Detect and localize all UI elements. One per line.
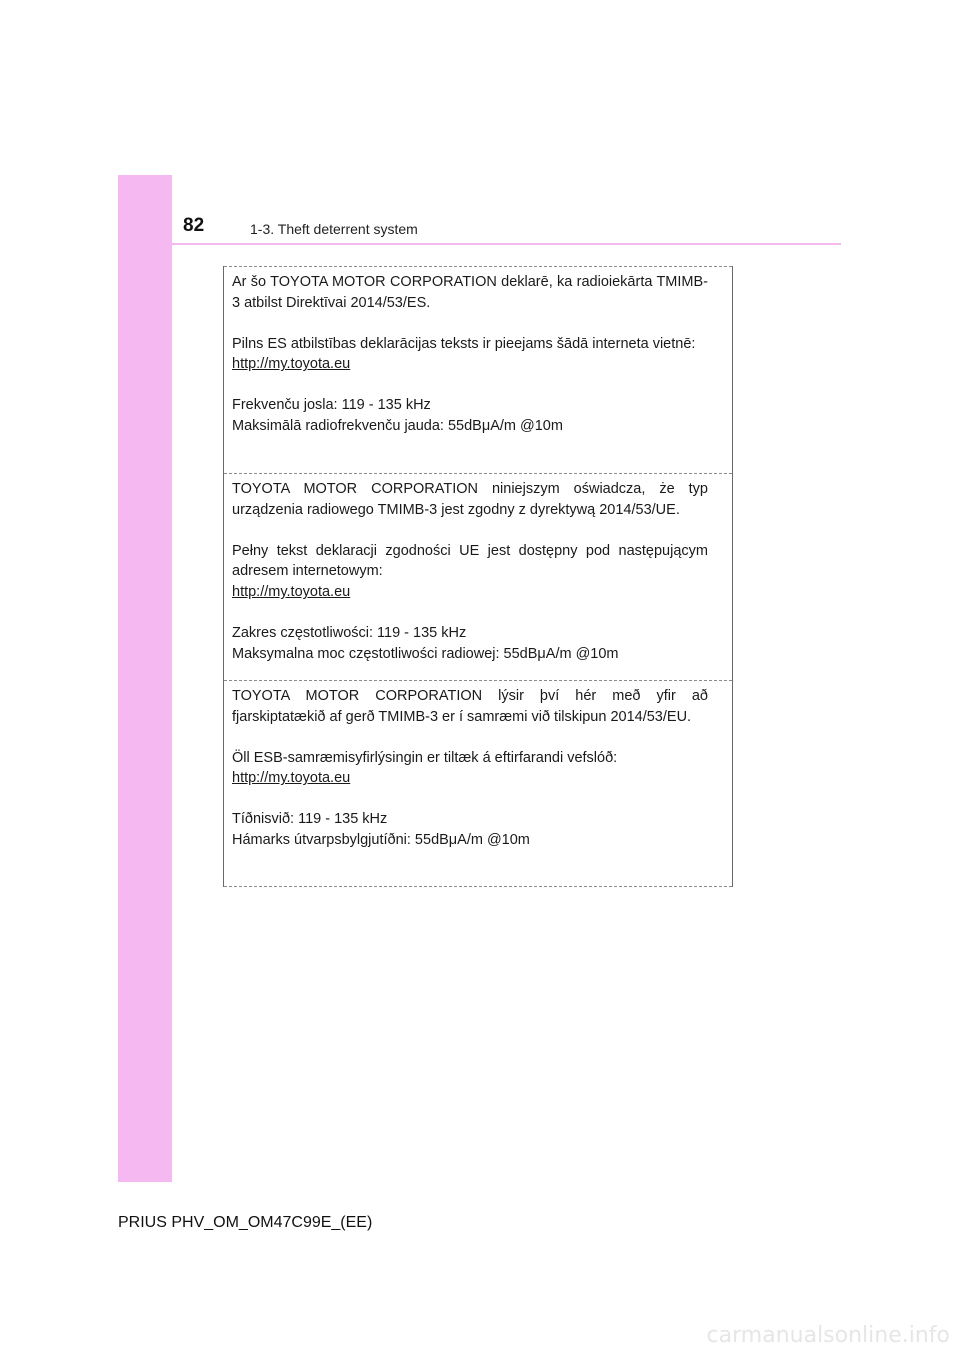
declaration-block-polish xyxy=(224,473,732,665)
declaration-box xyxy=(223,266,733,887)
declaration-block-latvian xyxy=(224,266,732,437)
power-text: Maksimālā radiofrekvenču jauda: 55dBμA/m @10m xyxy=(232,417,563,434)
declaration-link[interactable]: http://my.toyota.eu xyxy=(232,356,351,373)
side-accent-band xyxy=(118,175,172,1182)
availability-text: Pilns ES atbilstības deklarācijas teksts ir pieejams šādā interneta vietnē: xyxy=(232,335,696,352)
frequency-text: Zakres częstotliwości: 119 - 135 kHz xyxy=(232,624,467,641)
declaration-text: TOYOTA MOTOR CORPORATION niniejszym oświadcza, że typ urządzenia radiowego TMIMB-3 jest zgodny z dyrektywą 2014/53/UE. xyxy=(232,481,708,518)
page-number: 82 xyxy=(183,215,205,236)
declaration-text: Ar šo TOYOTA MOTOR CORPORATION deklarē, ka radioiekārta TMIMB-3 atbilst Direktīvai 2014/53/ES. xyxy=(232,274,708,311)
header-rule xyxy=(118,243,841,245)
power-text: Hámarks útvarpsbylgjutíðni: 55dBμA/m @10m xyxy=(232,831,530,848)
frequency-text: Frekvenču josla: 119 - 135 kHz xyxy=(232,397,431,414)
box-bottom-rule xyxy=(224,886,732,887)
frequency-text: Tíðnisvið: 119 - 135 kHz xyxy=(232,811,388,828)
declaration-text: TOYOTA MOTOR CORPORATION lýsir því hér með yfir að fjarskiptatækið af gerð TMIMB-3 er í samræmi við tilskipun 2014/53/EU. xyxy=(232,688,708,725)
section-title: 1-3. Theft deterrent system xyxy=(250,221,418,237)
watermark: carmanualsonline.info xyxy=(706,1323,950,1348)
declaration-block-icelandic xyxy=(224,680,732,851)
availability-text: Pełny tekst deklaracji zgodności UE jest dostępny pod następującym adresem internetowym: xyxy=(232,542,708,580)
availability-text: Öll ESB-samræmisyfirlýsingin er tiltæk á eftirfarandi vefslóð: xyxy=(232,749,618,766)
declaration-link[interactable]: http://my.toyota.eu xyxy=(232,770,351,787)
declaration-link[interactable]: http://my.toyota.eu xyxy=(232,584,351,601)
manual-code: PRIUS PHV_OM_OM47C99E_(EE) xyxy=(118,1214,373,1231)
power-text: Maksymalna moc częstotliwości radiowej: 55dBμA/m @10m xyxy=(232,645,619,662)
